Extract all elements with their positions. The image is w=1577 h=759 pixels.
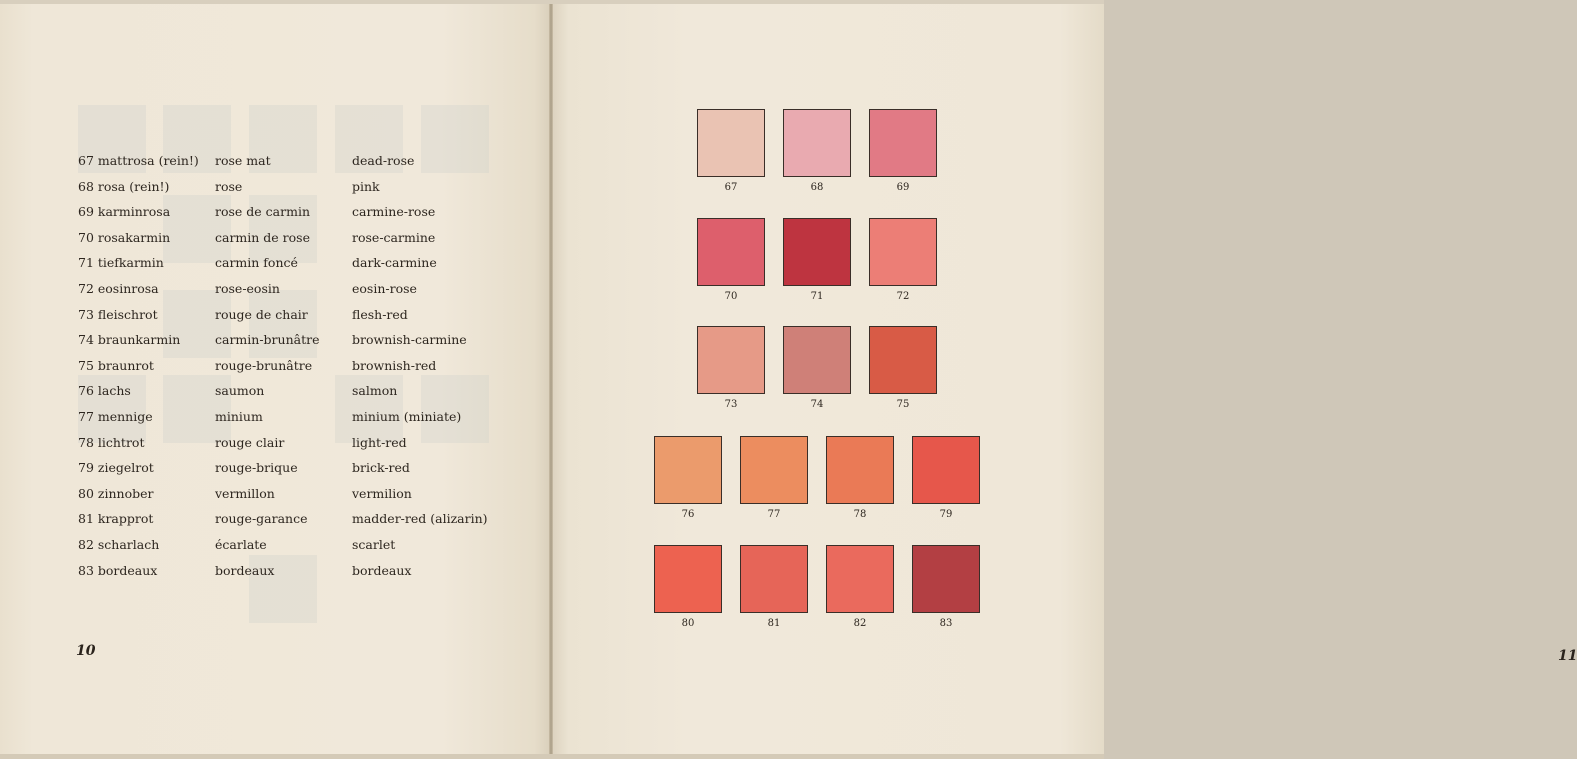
color-name-fr: rouge de chair [215, 306, 308, 322]
color-swatch-item [654, 436, 724, 520]
color-name-fr: écarlate [215, 536, 267, 552]
color-name-en: madder-red (alizarin) [352, 511, 488, 527]
color-name-fr: bordeaux [215, 562, 275, 578]
swatch-label: 67 [724, 182, 738, 193]
color-name-de: 80 zinnober [78, 485, 154, 501]
color-name-fr: carmin de rose [215, 229, 310, 245]
color-name-en: brownish-carmine [352, 332, 467, 348]
color-name-de: 68 rosa (rein!) [78, 178, 170, 194]
color-name-en: carmine-rose [352, 204, 436, 220]
swatch-label: 72 [896, 291, 910, 302]
color-swatch-item [912, 545, 982, 629]
page-edge-top [0, 0, 1104, 4]
color-swatch [869, 109, 937, 177]
swatch-label: 80 [681, 618, 695, 629]
swatch-label: 73 [724, 399, 738, 410]
color-name-en: brownish-red [352, 357, 437, 373]
color-name-de: 71 tiefkarmin [78, 255, 164, 271]
color-swatch-item [697, 218, 767, 302]
swatch-label: 78 [853, 509, 867, 520]
left-page [0, 0, 551, 759]
color-swatch [826, 545, 894, 613]
book-gutter [549, 0, 553, 759]
color-swatch [869, 218, 937, 286]
color-name-fr: rouge-brunâtre [215, 357, 313, 373]
color-name-en: salmon [352, 383, 398, 399]
color-swatch [783, 218, 851, 286]
swatch-label: 69 [896, 182, 910, 193]
color-name-de: 76 lachs [78, 383, 131, 399]
color-swatch [654, 545, 722, 613]
color-name-en: brick-red [352, 460, 410, 476]
swatch-label: 75 [896, 399, 910, 410]
color-swatch-item [783, 218, 853, 302]
show-through-square [421, 105, 489, 173]
color-swatch [783, 326, 851, 394]
color-name-en: rose-carmine [352, 229, 436, 245]
color-swatch-item [869, 326, 939, 410]
color-name-de: 69 karminrosa [78, 204, 171, 220]
color-name-de: 81 krapprot [78, 511, 154, 527]
color-name-de: 79 ziegelrot [78, 460, 154, 476]
color-name-en: pink [352, 178, 380, 194]
color-swatch [740, 436, 808, 504]
color-swatch [697, 326, 765, 394]
color-name-en: flesh-red [352, 306, 408, 322]
color-name-en: vermilion [352, 485, 412, 501]
color-name-fr: rose de carmin [215, 204, 310, 220]
color-swatch-item [740, 545, 810, 629]
color-swatch [697, 109, 765, 177]
swatch-label: 70 [724, 291, 738, 302]
color-swatch [783, 109, 851, 177]
swatch-label: 83 [939, 618, 953, 629]
swatch-label: 71 [810, 291, 824, 302]
swatch-label: 82 [853, 618, 867, 629]
color-name-en: light-red [352, 434, 407, 450]
color-name-de: 77 mennige [78, 408, 153, 424]
swatch-label: 76 [681, 509, 695, 520]
color-name-fr: rouge-garance [215, 511, 308, 527]
color-name-de: 83 bordeaux [78, 562, 158, 578]
color-swatch-item [783, 326, 853, 410]
color-swatch-item [869, 109, 939, 193]
color-swatch-item [912, 436, 982, 520]
color-name-fr: saumon [215, 383, 265, 399]
right-page [552, 0, 1577, 759]
color-name-fr: rouge clair [215, 434, 285, 450]
color-name-fr: vermillon [215, 485, 275, 501]
color-swatch [912, 545, 980, 613]
color-name-de: 73 fleischrot [78, 306, 158, 322]
color-name-en: dark-carmine [352, 255, 437, 271]
color-swatch-item [697, 326, 767, 410]
page-number-left: 10 [76, 643, 96, 659]
color-swatch-item [697, 109, 767, 193]
color-name-de: 75 braunrot [78, 357, 154, 373]
color-name-en: eosin-rose [352, 280, 417, 296]
color-swatch-item [783, 109, 853, 193]
color-swatch [654, 436, 722, 504]
color-name-fr: rouge-brique [215, 460, 298, 476]
color-swatch [697, 218, 765, 286]
color-name-fr: rose mat [215, 153, 271, 168]
color-name-de: 78 lichtrot [78, 434, 145, 450]
color-swatch [912, 436, 980, 504]
color-swatch-item [826, 545, 896, 629]
color-name-en: minium (miniate) [352, 408, 462, 424]
color-name-de: 82 scharlach [78, 536, 160, 552]
color-swatch [826, 436, 894, 504]
color-name-fr: carmin-brunâtre [215, 332, 320, 348]
color-name-fr: rose-eosin [215, 280, 280, 296]
color-swatch [869, 326, 937, 394]
color-name-de: 74 braunkarmin [78, 332, 181, 348]
color-name-en: dead-rose [352, 153, 415, 168]
swatch-label: 74 [810, 399, 824, 410]
color-name-de: 70 rosakarmin [78, 229, 171, 245]
color-name-fr: minium [215, 408, 263, 424]
color-swatch-item [826, 436, 896, 520]
color-name-en: bordeaux [352, 562, 412, 578]
color-name-fr: rose [215, 178, 243, 194]
color-name-de: 67 mattrosa (rein!) [78, 153, 199, 168]
page-edge-bottom [0, 754, 1104, 759]
color-name-fr: carmin foncé [215, 255, 298, 271]
color-swatch [740, 545, 808, 613]
color-name-en: scarlet [352, 536, 396, 552]
swatch-label: 68 [810, 182, 824, 193]
swatch-label: 77 [767, 509, 781, 520]
swatch-label: 79 [939, 509, 953, 520]
swatch-label: 81 [767, 618, 781, 629]
color-name-de: 72 eosinrosa [78, 280, 159, 296]
color-swatch-item [740, 436, 810, 520]
page-number-right: 11 [1558, 648, 1577, 664]
color-swatch-item [869, 218, 939, 302]
color-swatch-item [654, 545, 724, 629]
